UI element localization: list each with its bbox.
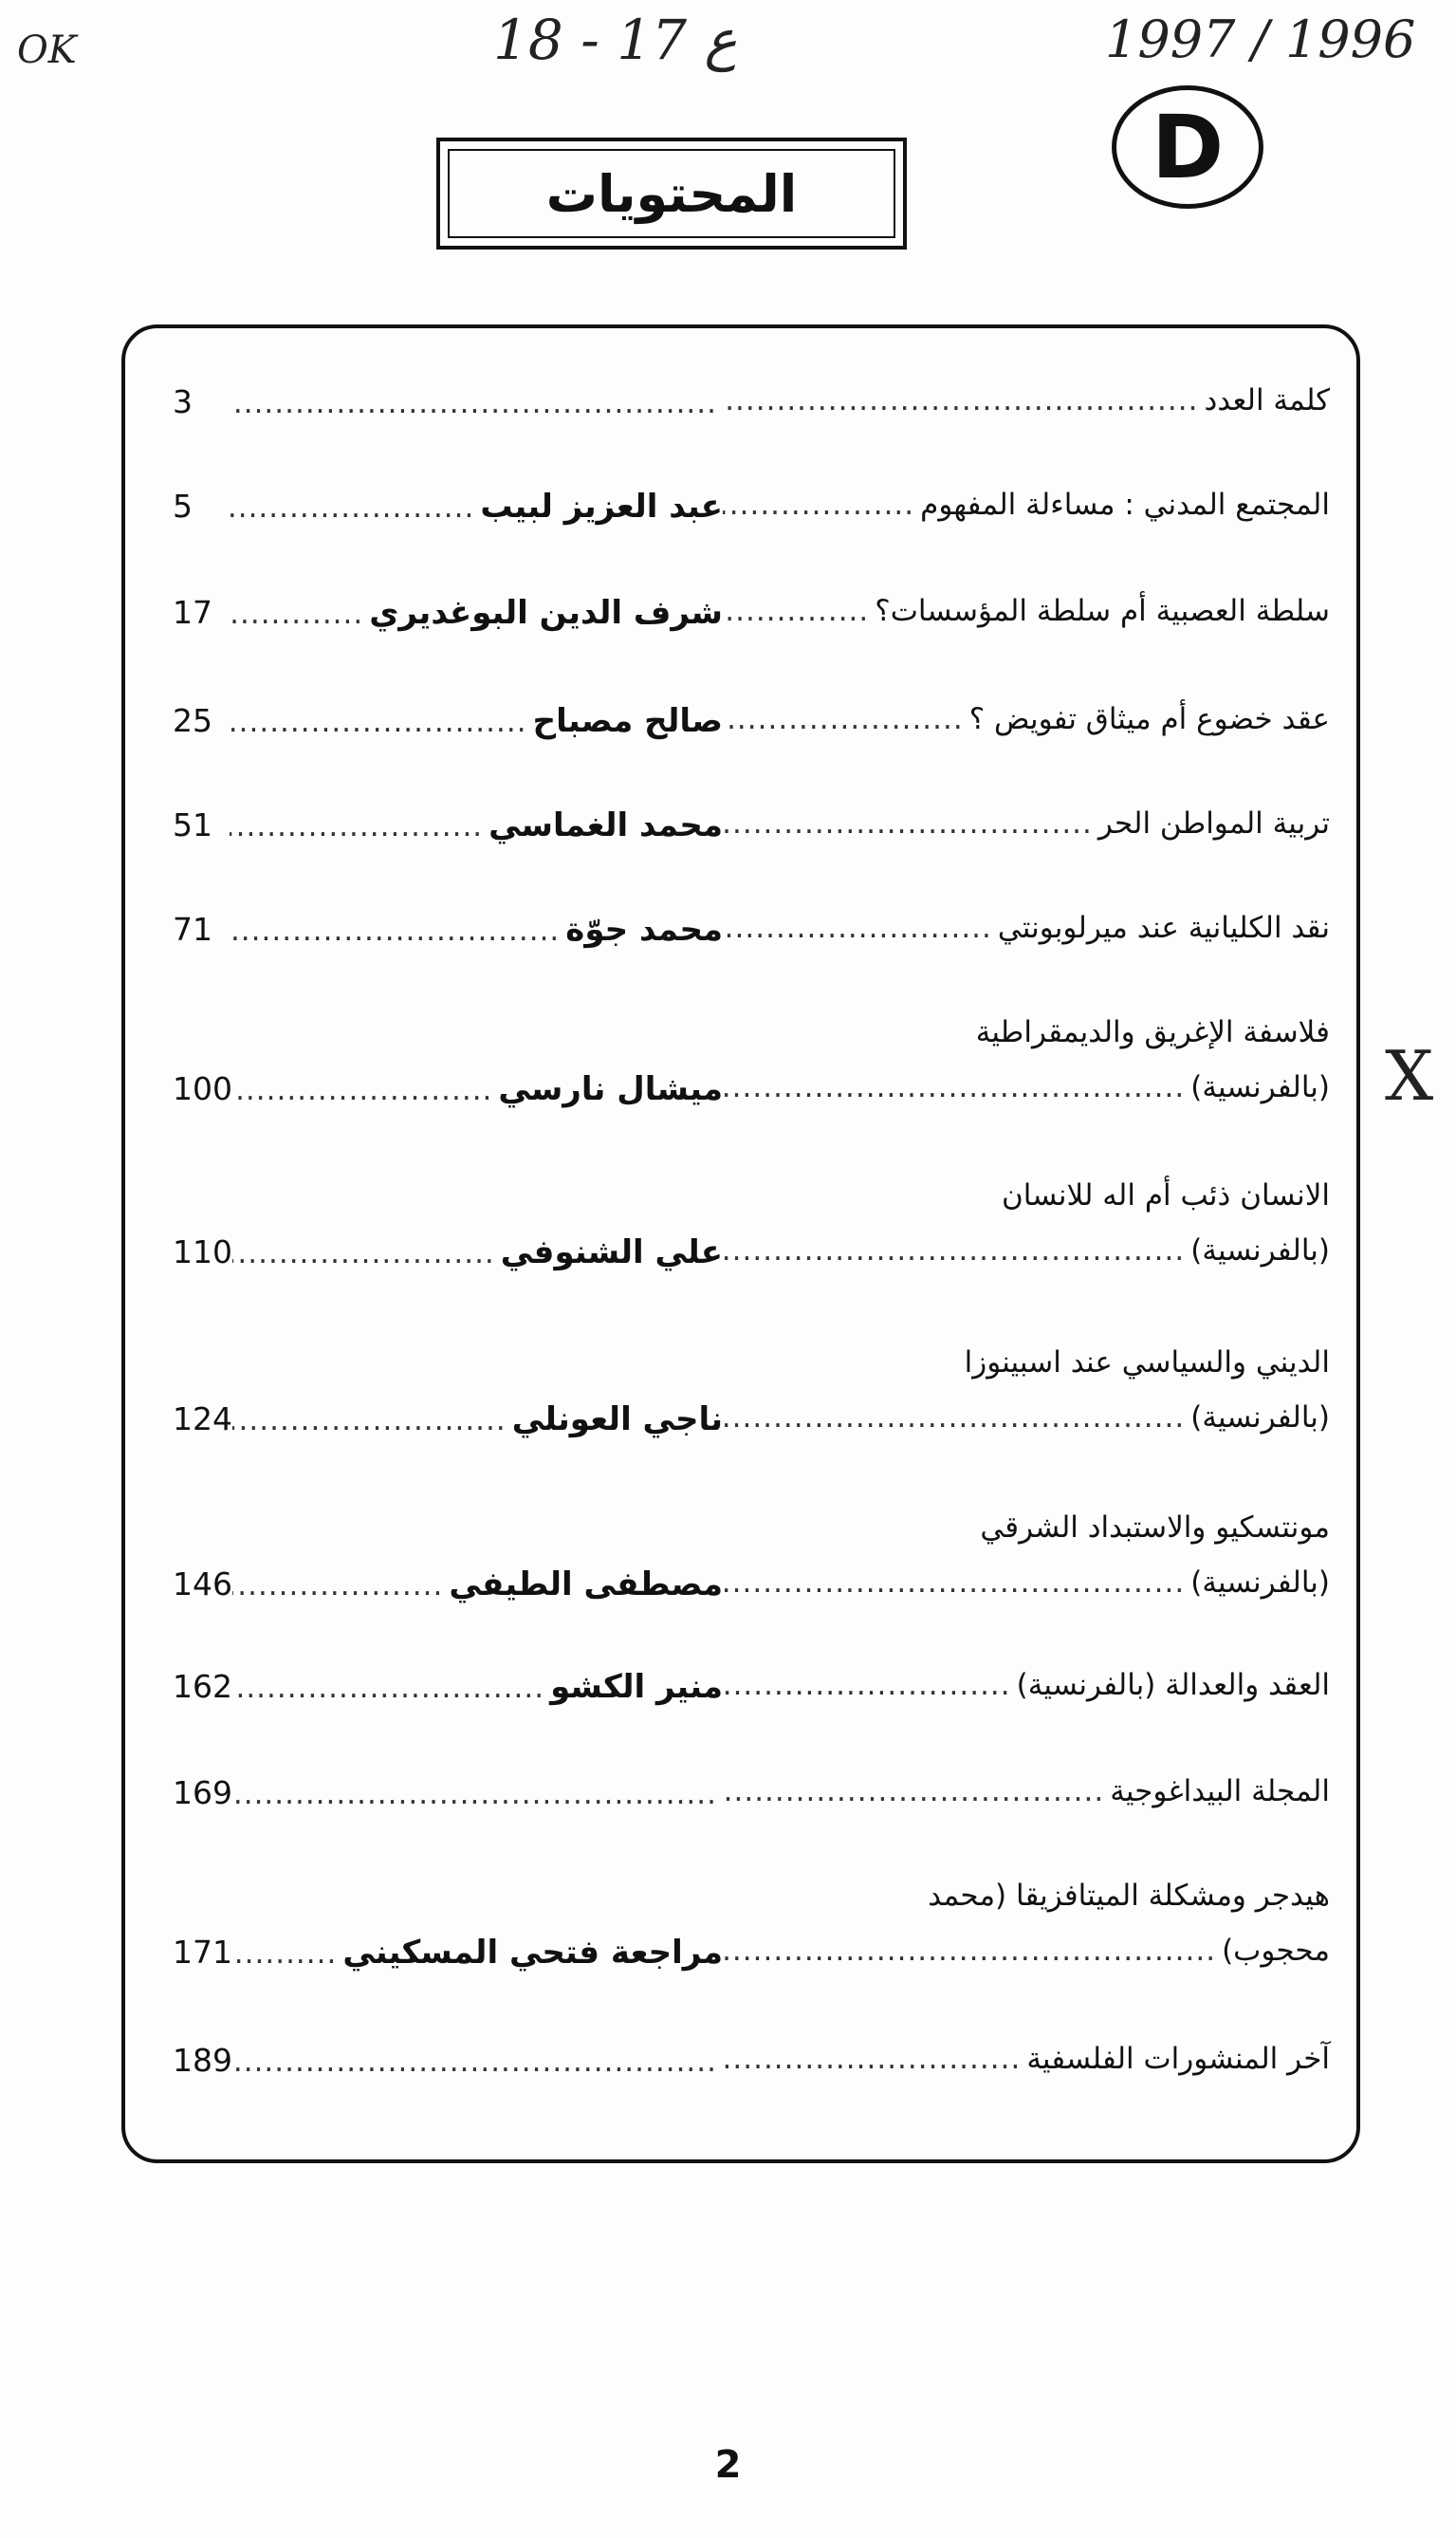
- entry-title: كلمة العدد: [1204, 383, 1330, 417]
- margin-x-mark: X: [1385, 1036, 1434, 1116]
- entry-page: 124: [173, 1400, 232, 1437]
- entry-page: 51: [173, 806, 212, 843]
- leader-dots: [723, 1565, 1190, 1600]
- leader-dots: [723, 1774, 1110, 1808]
- entry-title: الديني والسياسي عند اسبينوزا: [964, 1345, 1330, 1380]
- entry-page: 5: [173, 488, 193, 525]
- leader-dots: [723, 1070, 1190, 1104]
- leader-dots: [232, 1073, 498, 1107]
- entry-author: علي الشنوفي: [500, 1233, 723, 1271]
- entry-page: 110: [173, 1233, 232, 1270]
- toc-entry: [173, 1345, 1330, 1459]
- leader-dots: [232, 1777, 723, 1811]
- entry-title-cont: (بالفرنسية): [1190, 1565, 1330, 1600]
- leader-dots: [232, 2045, 723, 2079]
- leader-dots: [232, 1403, 512, 1437]
- leader-dots: [723, 2042, 1026, 2076]
- page-title: المحتويات: [448, 149, 895, 238]
- entry-page: 25: [173, 702, 212, 739]
- entry-page: 146: [173, 1565, 232, 1602]
- entry-page: 71: [173, 911, 212, 948]
- leader-dots: [723, 383, 1204, 417]
- entry-title: عقد خضوع أم ميثاق تفويض ؟: [968, 702, 1330, 736]
- entry-title-cont: محجوب): [1222, 1934, 1330, 1968]
- entry-author: مراجعة فتحي المسكيني: [342, 1934, 723, 1972]
- page-number: 2: [714, 2443, 742, 2487]
- table-of-contents: [121, 324, 1360, 2163]
- entry-page: 100: [173, 1070, 232, 1107]
- entry-title: هيدجر ومشكلة الميتافزيقا (محمد: [928, 1879, 1330, 1913]
- toc-entry: [173, 1015, 1330, 1129]
- entry-title: العقد والعدالة (بالفرنسية): [1016, 1668, 1330, 1702]
- leader-dots: [232, 1236, 501, 1270]
- leader-dots: [230, 491, 480, 525]
- entry-author: ميشال نارسي: [498, 1070, 723, 1108]
- entry-page: 162: [173, 1668, 232, 1705]
- leader-dots: [230, 597, 369, 631]
- entry-title: آخر المنشورات الفلسفية: [1026, 2042, 1330, 2076]
- entry-author: ناجي العونلي: [511, 1400, 723, 1438]
- leader-dots: [232, 1671, 550, 1705]
- entry-title: المجتمع المدني : مساءلة المفهوم: [920, 488, 1330, 522]
- leader-dots: [723, 702, 969, 736]
- leader-dots: [723, 1934, 1222, 1968]
- entry-page: 17: [173, 594, 212, 631]
- leader-dots: [723, 806, 1098, 841]
- leader-dots: [232, 1568, 449, 1602]
- entry-author: مصطفى الطيفي: [449, 1565, 723, 1603]
- entry-title-cont: (بالفرنسية): [1190, 1233, 1330, 1268]
- entry-author: محمد الغماسي: [488, 806, 723, 844]
- entry-author: شرف الدين البوغديري: [369, 594, 723, 632]
- entry-title: الانسان ذئب أم اله للانسان: [1002, 1178, 1330, 1213]
- toc-entry: [173, 1879, 1330, 1992]
- leader-dots: [232, 1936, 342, 1971]
- leader-dots: [723, 1233, 1190, 1268]
- entry-title: نقد الكليانية عند ميرلوبونتي: [997, 911, 1330, 945]
- circled-letter-badge: D: [1112, 85, 1263, 209]
- handwritten-years: 1997 / 1996: [1105, 9, 1416, 69]
- leader-dots: [723, 594, 875, 628]
- entry-page: 171: [173, 1934, 232, 1971]
- entry-page: 3: [173, 383, 193, 420]
- entry-page: 189: [173, 2042, 232, 2079]
- leader-dots: [230, 914, 565, 948]
- entry-title: تربية المواطن الحر: [1097, 806, 1330, 841]
- entry-title-cont: (بالفرنسية): [1190, 1070, 1330, 1104]
- entry-title: المجلة البيداغوجية: [1110, 1774, 1330, 1808]
- entry-title-cont: (بالفرنسية): [1190, 1400, 1330, 1435]
- handwritten-issue-number: 18 - 17 ع: [493, 8, 738, 72]
- entry-author: عبد العزيز لبيب: [480, 488, 723, 526]
- entry-title: مونتسكيو والاستبداد الشرقي: [980, 1510, 1330, 1545]
- entry-author: محمد جوّة: [565, 911, 723, 949]
- handwritten-ok-note: OK: [17, 28, 77, 72]
- entry-title: فلاسفة الإغريق والديمقراطية: [975, 1015, 1330, 1049]
- leader-dots: [230, 809, 488, 843]
- leader-dots: [723, 488, 920, 522]
- leader-dots: [230, 705, 533, 739]
- title-frame: [436, 138, 907, 250]
- leader-dots: [230, 386, 723, 420]
- entry-author: منير الكشو: [550, 1668, 723, 1706]
- entry-page: 169: [173, 1774, 232, 1811]
- entry-author: صالح مصباح: [532, 702, 723, 740]
- toc-entry: [173, 1178, 1330, 1292]
- entry-title: سلطة العصبية أم سلطة المؤسسات؟: [875, 594, 1330, 628]
- toc-entry: [173, 1510, 1330, 1624]
- leader-dots: [723, 911, 998, 945]
- leader-dots: [723, 1400, 1190, 1435]
- leader-dots: [723, 1668, 1017, 1702]
